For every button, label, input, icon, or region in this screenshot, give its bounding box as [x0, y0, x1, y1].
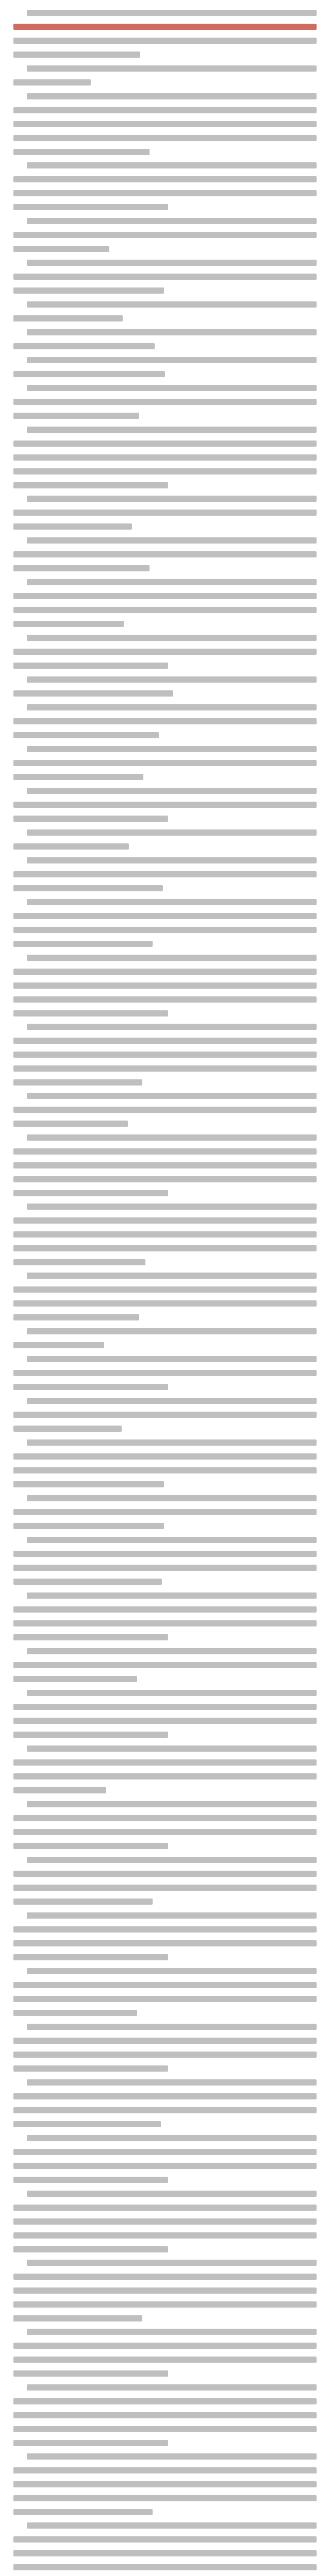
text-line: [13, 413, 139, 419]
text-line: [13, 1079, 142, 1086]
text-line: [27, 1204, 317, 1210]
paragraph-47: [0, 2256, 330, 2326]
text-line: [13, 1843, 168, 1849]
text-line: [13, 1982, 317, 1988]
text-line: [13, 969, 317, 975]
paragraph-11: [0, 423, 330, 493]
paragraph-48: [0, 2325, 330, 2381]
text-line: [13, 52, 140, 58]
text-line: [13, 287, 164, 294]
text-line: [13, 1926, 317, 1933]
text-line: [13, 1038, 317, 1044]
text-line: [13, 1052, 317, 1058]
text-line: [13, 732, 159, 738]
paragraph-28: [0, 1269, 330, 1325]
text-line: [13, 621, 124, 627]
text-line: [27, 2384, 317, 2391]
paragraph-41: [0, 1909, 330, 1964]
paragraph-7: [0, 298, 330, 326]
text-line: [13, 2232, 317, 2239]
paragraph-51: [0, 2519, 330, 2576]
paragraph-10: [0, 381, 330, 423]
text-line: [13, 1620, 317, 1626]
paragraph-44: [0, 2076, 330, 2131]
text-line: [13, 2343, 317, 2349]
text-line: [13, 1467, 317, 1473]
paragraph-21: [0, 854, 330, 895]
text-line: [13, 1718, 317, 1724]
text-line: [13, 135, 317, 141]
paragraph-49: [0, 2381, 330, 2450]
text-line: [27, 955, 317, 961]
text-line: [27, 1024, 317, 1030]
paragraph-14: [0, 575, 330, 631]
text-line: [13, 1453, 317, 1460]
text-line: [13, 24, 317, 30]
text-line: [27, 260, 317, 266]
text-line: [13, 1662, 317, 1668]
text-line: [13, 2052, 317, 2058]
text-line: [13, 149, 150, 155]
text-line: [13, 2412, 317, 2418]
paragraph-27: [0, 1200, 330, 1269]
text-line: [13, 468, 317, 474]
text-line: [27, 1745, 317, 1752]
text-line: [13, 941, 153, 947]
text-line: [13, 663, 168, 669]
text-line: [13, 1871, 317, 1877]
text-line: [13, 1634, 168, 1640]
text-line: [13, 802, 317, 808]
text-line: [13, 2509, 153, 2515]
text-line: [27, 2260, 317, 2266]
text-line: [13, 1245, 317, 1251]
text-line: [27, 385, 317, 391]
text-line: [27, 1093, 317, 1099]
text-line: [13, 2357, 317, 2363]
paragraph-25: [0, 1089, 330, 1131]
text-line: [13, 1162, 317, 1168]
text-line: [27, 1968, 317, 1974]
text-line: [13, 1010, 168, 1016]
text-line: [13, 2467, 317, 2473]
paragraph-26: [0, 1131, 330, 1200]
paragraph-40: [0, 1853, 330, 1909]
text-line: [27, 2024, 317, 2030]
text-line: [27, 1273, 317, 1279]
text-line: [27, 1592, 317, 1599]
paragraph-34: [0, 1533, 330, 1589]
text-line: [27, 2522, 317, 2529]
text-line: [13, 2065, 168, 2072]
paragraph-9: [0, 353, 330, 381]
text-line: [13, 1759, 317, 1766]
paragraph-1: [0, 6, 330, 62]
text-line: [13, 2536, 317, 2543]
text-line: [13, 107, 317, 113]
text-line: [27, 162, 317, 168]
text-line: [13, 1606, 317, 1613]
text-line: [13, 2440, 168, 2446]
text-line: [13, 1481, 164, 1487]
text-line: [13, 1829, 317, 1835]
text-line: [27, 1328, 317, 1334]
text-line: [13, 1579, 162, 1585]
text-line: [13, 843, 129, 850]
paragraph-50: [0, 2450, 330, 2519]
text-line: [13, 2370, 168, 2377]
text-line: [13, 1412, 317, 1418]
text-line: [13, 2093, 317, 2099]
text-line: [13, 885, 163, 891]
text-line: [13, 1314, 139, 1320]
text-line: [13, 2315, 142, 2321]
text-line: [27, 65, 317, 72]
paragraph-36: [0, 1645, 330, 1686]
text-line: [13, 718, 317, 724]
text-line: [13, 1065, 317, 1072]
paragraph-3: [0, 90, 330, 159]
text-line: [13, 204, 168, 210]
text-line: [27, 427, 317, 433]
text-line: [13, 440, 317, 447]
text-line: [27, 2329, 317, 2335]
text-line: [13, 1773, 317, 1780]
text-line: [13, 2121, 161, 2127]
paragraph-5: [0, 214, 330, 256]
text-line: [27, 2191, 317, 2197]
text-line: [13, 246, 109, 252]
text-line: [13, 190, 317, 196]
text-line: [27, 676, 317, 683]
text-line: [27, 1439, 317, 1446]
text-line: [27, 899, 317, 905]
text-line: [13, 79, 91, 86]
text-line: [13, 2426, 317, 2432]
text-line: [13, 2398, 317, 2404]
paragraph-39: [0, 1798, 330, 1853]
text-line: [13, 565, 150, 571]
text-line: [13, 1148, 317, 1155]
text-line: [13, 996, 317, 1003]
text-line: [13, 551, 317, 557]
text-line: [27, 857, 317, 863]
text-line: [13, 690, 173, 697]
text-line: [13, 593, 317, 599]
text-line: [13, 1551, 317, 1557]
text-line: [27, 579, 317, 585]
text-line: [13, 816, 168, 822]
text-line: [13, 1384, 168, 1390]
text-line: [27, 829, 317, 836]
text-line: [27, 537, 317, 544]
text-line: [13, 1217, 317, 1224]
paragraph-12: [0, 492, 330, 534]
paragraph-32: [0, 1436, 330, 1492]
text-line: [27, 635, 317, 641]
paragraph-15: [0, 631, 330, 673]
paragraph-2: [0, 62, 330, 90]
text-line: [13, 2481, 317, 2487]
text-line: [27, 704, 317, 710]
paragraph-17: [0, 701, 330, 742]
paragraph-46: [0, 2187, 330, 2257]
text-line: [13, 343, 155, 349]
paragraph-13: [0, 534, 330, 575]
text-line: [13, 607, 317, 613]
text-line: [13, 2205, 317, 2211]
paragraph-33: [0, 1492, 330, 1533]
text-line: [13, 1342, 104, 1348]
paragraph-35: [0, 1589, 330, 1645]
text-line: [13, 2177, 168, 2183]
text-line: [13, 982, 317, 989]
text-line: [27, 1134, 317, 1141]
text-line: [27, 1495, 317, 1501]
text-line: [27, 1690, 317, 1696]
paragraph-18: [0, 742, 330, 784]
paragraph-38: [0, 1742, 330, 1798]
paragraph-37: [0, 1686, 330, 1742]
text-line: [13, 1523, 164, 1529]
paragraph-6: [0, 256, 330, 298]
text-line: [13, 1815, 317, 1821]
text-line: [13, 2010, 137, 2016]
paragraph-22: [0, 895, 330, 951]
text-line: [13, 482, 168, 488]
paragraph-24: [0, 1020, 330, 1090]
text-line: [13, 1509, 317, 1515]
text-line: [13, 1370, 317, 1376]
text-line: [13, 2149, 317, 2155]
text-line: [13, 2274, 317, 2280]
text-line: [27, 788, 317, 794]
text-line: [13, 38, 317, 44]
text-line: [13, 510, 317, 516]
text-line: [13, 1704, 317, 1710]
text-line: [13, 1996, 317, 2002]
text-line: [13, 523, 132, 530]
text-line: [13, 1286, 317, 1293]
text-line: [27, 2453, 317, 2460]
text-line: [13, 274, 317, 280]
text-line: [13, 649, 317, 655]
text-line: [13, 2218, 317, 2225]
text-line: [13, 1885, 317, 1891]
paragraph-20: [0, 826, 330, 854]
text-line: [27, 496, 317, 502]
text-line: [27, 1648, 317, 1654]
paragraph-43: [0, 2020, 330, 2076]
text-line: [13, 315, 123, 321]
text-line: [27, 301, 317, 308]
text-line: [13, 121, 317, 127]
text-line: [27, 1912, 317, 1919]
text-line: [13, 1259, 145, 1265]
paragraph-16: [0, 673, 330, 701]
text-line: [13, 774, 143, 780]
paragraph-4: [0, 159, 330, 214]
text-line: [13, 1231, 317, 1238]
text-line: [13, 176, 317, 182]
paragraph-42: [0, 1964, 330, 2020]
text-line: [27, 357, 317, 363]
text-line: [13, 2550, 317, 2556]
text-line: [13, 760, 317, 766]
paragraph-30: [0, 1352, 330, 1394]
text-line: [13, 1121, 128, 1127]
text-line: [13, 2246, 168, 2252]
text-line: [27, 1857, 317, 1863]
paragraph-8: [0, 326, 330, 353]
paragraph-23: [0, 951, 330, 1021]
text-line: [13, 1300, 317, 1307]
text-line: [13, 1676, 137, 1682]
text-line: [27, 2079, 317, 2086]
paragraph-29: [0, 1325, 330, 1352]
text-line: [27, 10, 317, 16]
text-line: [27, 1356, 317, 1362]
text-line: [13, 399, 317, 405]
text-line: [13, 2038, 317, 2044]
text-line: [13, 2287, 317, 2294]
text-line: [13, 1426, 122, 1432]
text-line: [13, 1190, 168, 1196]
text-line: [13, 1732, 168, 1738]
text-line: [13, 1565, 317, 1571]
text-line: [27, 218, 317, 224]
paragraph-45: [0, 2131, 330, 2187]
text-line: [13, 232, 317, 238]
text-line: [13, 2495, 317, 2501]
text-line: [27, 93, 317, 99]
text-line: [27, 1801, 317, 1807]
text-line: [13, 1940, 317, 1946]
text-line: [13, 2163, 317, 2169]
text-line: [27, 746, 317, 752]
text-line: [13, 454, 317, 461]
text-line: [13, 371, 165, 377]
text-line: [27, 1537, 317, 1543]
text-line: [27, 329, 317, 335]
text-line: [13, 1176, 317, 1182]
text-line: [27, 2135, 317, 2141]
text-line: [13, 2301, 317, 2308]
text-line: [13, 871, 317, 877]
text-line: [13, 2107, 317, 2113]
text-line: [13, 2564, 317, 2570]
text-line: [13, 1899, 153, 1905]
text-line: [13, 1107, 317, 1113]
text-line: [13, 1787, 106, 1793]
text-line: [27, 1398, 317, 1404]
text-line: [13, 1954, 168, 1960]
text-line: [13, 913, 317, 919]
paragraph-31: [0, 1394, 330, 1436]
text-line: [13, 927, 317, 933]
paragraph-19: [0, 784, 330, 826]
